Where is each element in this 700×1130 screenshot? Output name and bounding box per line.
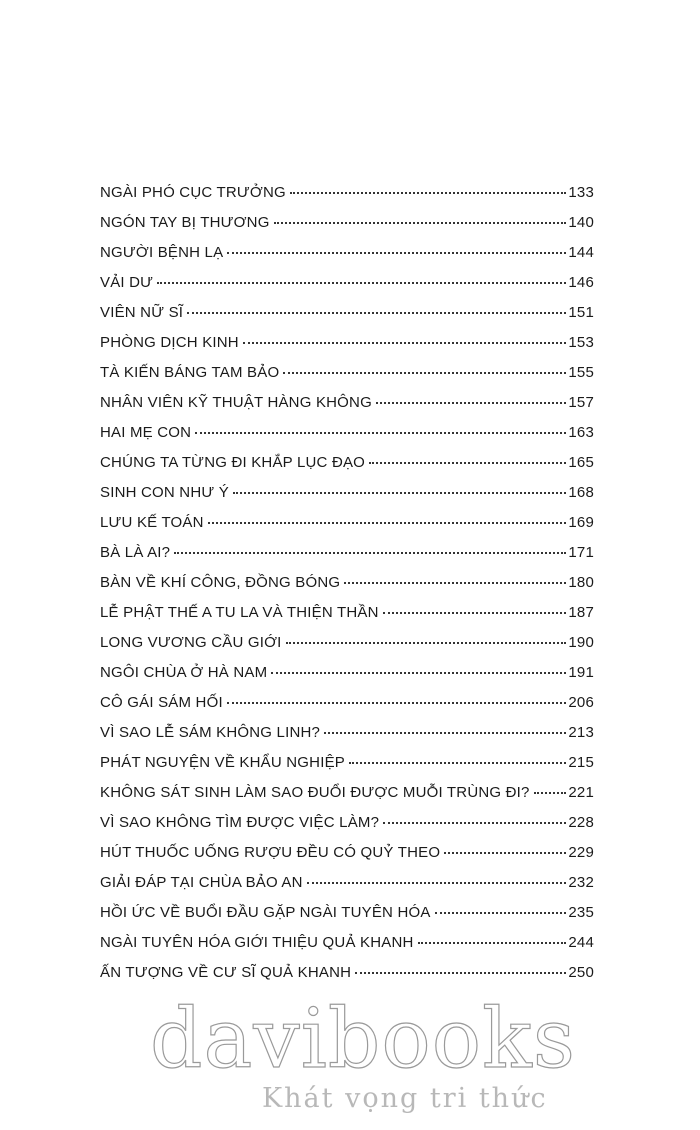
toc-entry-page-number: 190 (568, 634, 594, 651)
toc-entry (100, 634, 594, 664)
toc-entry-title: NGÀI TUYÊN HÓA GIỚI THIỆU QUẢ KHANH (100, 934, 414, 951)
toc-entry-page-number: 180 (568, 574, 594, 591)
toc-entry (100, 754, 594, 784)
toc-entry-title: HỒI ỨC VỀ BUỔI ĐẦU GẶP NGÀI TUYÊN HÓA (100, 904, 431, 921)
toc-entry (100, 184, 594, 214)
toc-entry (100, 244, 594, 274)
toc-dot-leader (349, 762, 566, 764)
toc-entry-page-number: 229 (568, 844, 594, 861)
toc-entry-title: VÌ SAO KHÔNG TÌM ĐƯỢC VIỆC LÀM? (100, 814, 380, 831)
watermark-brand: davibooks (150, 992, 576, 1087)
toc-entry-title: GIẢI ĐÁP TẠI CHÙA BẢO AN (100, 874, 303, 891)
toc-entry-page-number: 133 (568, 184, 594, 201)
toc-dot-leader (383, 822, 566, 824)
toc-entry-title: VIÊN NỮ SĨ (100, 304, 184, 321)
toc-entry (100, 274, 594, 304)
toc-entry-title: CÔ GÁI SÁM HỐI (100, 694, 223, 711)
toc-entry-page-number: 168 (568, 484, 594, 501)
toc-dot-leader (534, 792, 567, 794)
toc-entry-title: NGÀI PHÓ CỤC TRƯỞNG (100, 184, 286, 201)
toc-entry (100, 394, 594, 424)
toc-entry-title: VÌ SAO LỄ SÁM KHÔNG LINH? (100, 724, 321, 741)
toc-entry-title: NHÂN VIÊN KỸ THUẬT HÀNG KHÔNG (100, 394, 372, 411)
toc-dot-leader (227, 702, 567, 704)
toc-entry (100, 844, 594, 874)
toc-dot-leader (383, 612, 567, 614)
toc-dot-leader (286, 642, 567, 644)
toc-entry (100, 514, 594, 544)
toc-entry (100, 814, 594, 844)
toc-dot-leader (274, 222, 567, 224)
toc-entry-page-number: 155 (568, 364, 594, 381)
toc-entry (100, 544, 594, 574)
toc-entry (100, 904, 594, 934)
toc-entry-page-number: 153 (568, 334, 594, 351)
toc-entry (100, 874, 594, 904)
toc-entry-page-number: 221 (568, 784, 594, 801)
toc-entry-title: HÚT THUỐC UỐNG RƯỢU ĐỀU CÓ QUỶ THEO (100, 844, 441, 861)
toc-entry (100, 484, 594, 514)
toc-entry-title: LONG VƯƠNG CẦU GIỚI (100, 634, 282, 651)
toc-entry (100, 214, 594, 244)
toc-entry (100, 304, 594, 334)
toc-dot-leader (233, 492, 566, 494)
toc-entry-title: LƯU KẾ TOÁN (100, 514, 204, 531)
toc-dot-leader (283, 372, 566, 374)
toc-entry-page-number: 151 (568, 304, 594, 321)
toc-entry (100, 724, 594, 754)
toc-entry-page-number: 165 (568, 454, 594, 471)
toc-entry-title: PHÒNG DỊCH KINH (100, 334, 239, 351)
toc-dot-leader (376, 402, 566, 404)
toc-entry (100, 574, 594, 604)
toc-dot-leader (435, 912, 567, 914)
toc-entry-title: ẤN TƯỢNG VỀ CƯ SĨ QUẢ KHANH (100, 964, 352, 981)
toc-entry-page-number: 140 (568, 214, 594, 231)
toc-entry-title: BÀN VỀ KHÍ CÔNG, ĐỒNG BÓNG (100, 574, 341, 591)
toc-dot-leader (208, 522, 567, 524)
toc-entry (100, 334, 594, 364)
toc-dot-leader (187, 312, 566, 314)
toc-dot-leader (243, 342, 567, 344)
toc-entry-page-number: 213 (568, 724, 594, 741)
toc-entry-page-number: 235 (568, 904, 594, 921)
toc-entry-page-number: 244 (568, 934, 594, 951)
toc-entry-title: TÀ KIẾN BÁNG TAM BẢO (100, 364, 280, 381)
toc-entry-title: NGƯỜI BỆNH LẠ (100, 244, 224, 261)
toc-entry (100, 604, 594, 634)
toc-entry-page-number: 146 (568, 274, 594, 291)
toc-entry-page-number: 163 (568, 424, 594, 441)
toc-entry-page-number: 228 (568, 814, 594, 831)
toc-entry-page-number: 206 (568, 694, 594, 711)
toc-entry-title: BÀ LÀ AI? (100, 544, 171, 561)
watermark (0, 992, 700, 1130)
toc-dot-leader (271, 672, 566, 674)
toc-entry-page-number: 187 (568, 604, 594, 621)
toc-entry-page-number: 232 (568, 874, 594, 891)
toc-dot-leader (157, 282, 566, 284)
toc-entry (100, 424, 594, 454)
toc-dot-leader (195, 432, 566, 434)
watermark-slogan: Khát vọng tri thức (262, 1083, 548, 1114)
toc-entry-title: NGÔI CHÙA Ở HÀ NAM (100, 664, 268, 681)
toc-dot-leader (444, 852, 566, 854)
toc-entry-title: CHÚNG TA TỪNG ĐI KHẮP LỤC ĐẠO (100, 454, 366, 471)
toc-entry (100, 454, 594, 484)
toc-entry-title: SINH CON NHƯ Ý (100, 484, 229, 501)
toc-entry-page-number: 191 (568, 664, 594, 681)
toc-dot-leader (307, 882, 567, 884)
toc-entry-page-number: 171 (568, 544, 594, 561)
toc-entry-title: PHÁT NGUYỆN VỀ KHẨU NGHIỆP (100, 754, 345, 771)
toc-dot-leader (355, 972, 566, 974)
toc-entry (100, 694, 594, 724)
toc-entry (100, 364, 594, 394)
toc-entry (100, 784, 594, 814)
toc-dot-leader (324, 732, 566, 734)
toc-entry-title: LỄ PHẬT THẾ A TU LA VÀ THIỆN THẦN (100, 604, 379, 621)
toc-dot-leader (418, 942, 567, 944)
toc-entry-title: KHÔNG SÁT SINH LÀM SAO ĐUỔI ĐƯỢC MUỖI TRÙNG ĐI? (100, 784, 530, 801)
toc-dot-leader (227, 252, 566, 254)
toc-entry-page-number: 169 (568, 514, 594, 531)
toc-entry (100, 934, 594, 964)
toc-entry-title: NGÓN TAY BỊ THƯƠNG (100, 214, 270, 231)
toc-entry-page-number: 250 (568, 964, 594, 981)
toc-entry-title: VẢI DƯ (100, 274, 154, 291)
toc-dot-leader (344, 582, 566, 584)
toc-entry-page-number: 157 (568, 394, 594, 411)
toc-entry (100, 664, 594, 694)
toc-dot-leader (290, 192, 566, 194)
toc-entry-page-number: 215 (568, 754, 594, 771)
toc-dot-leader (174, 552, 566, 554)
table-of-contents (100, 184, 594, 994)
toc-entry-title: HAI MẸ CON (100, 424, 192, 441)
toc-entry (100, 964, 594, 994)
toc-dot-leader (369, 462, 566, 464)
toc-entry-page-number: 144 (568, 244, 594, 261)
